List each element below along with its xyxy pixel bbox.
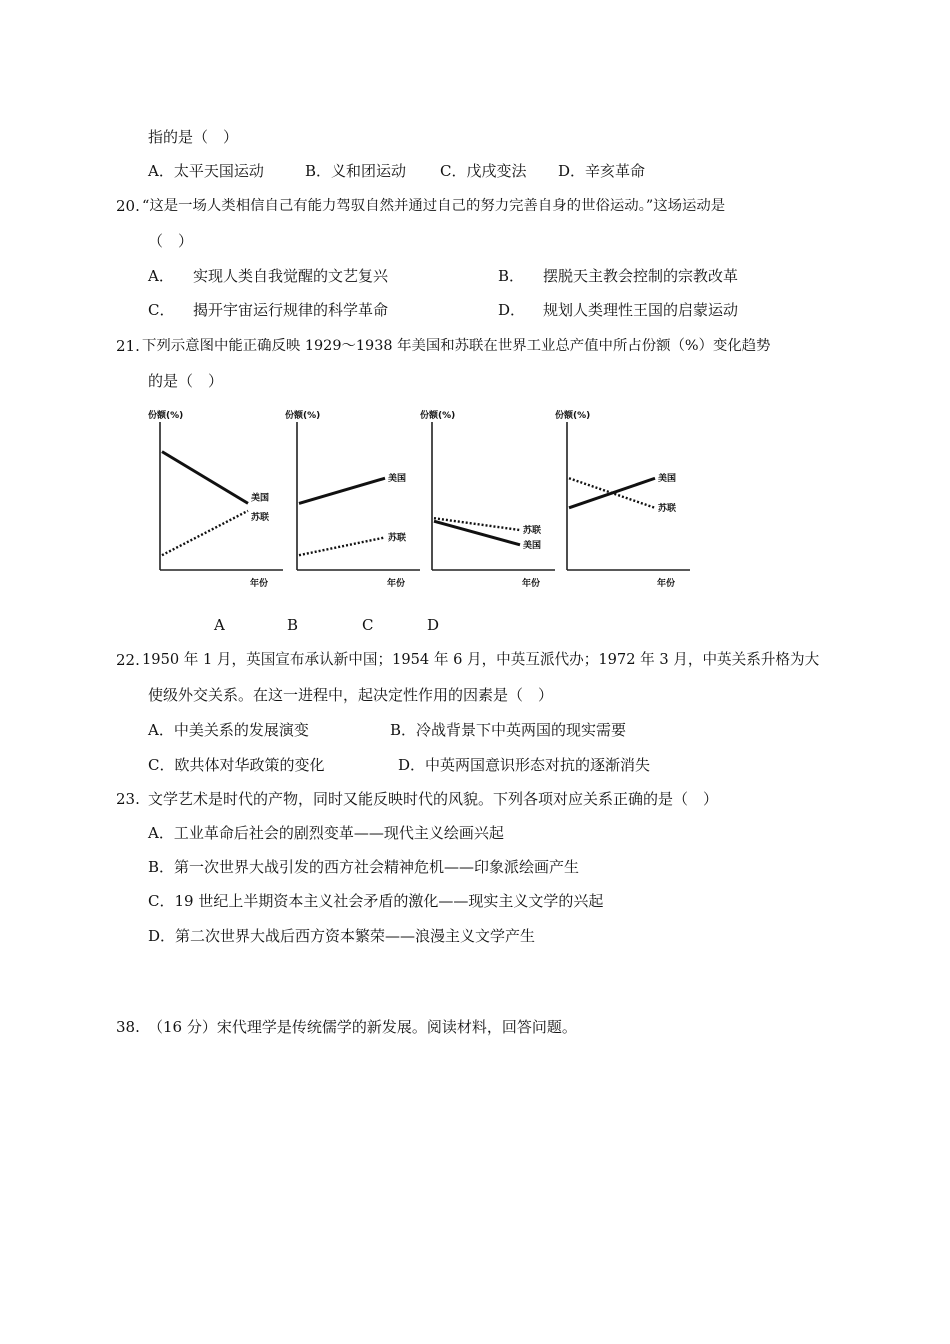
chart-c-line-usa [434, 521, 520, 545]
chart-a-svg [148, 400, 288, 590]
q38-stem: （16 分）宋代理学是传统儒学的新发展。阅读材料，回答问题。 [148, 1018, 577, 1036]
q20-number: 20. [116, 197, 140, 215]
chart-b-line-ussr [299, 537, 385, 555]
chart-a-ylabel: 份额(%) [148, 411, 184, 421]
q19-option-b: B．义和团运动 [305, 162, 407, 180]
chart-d-xlabel: 年份 [657, 579, 676, 589]
chart-d-ylabel: 份额(%) [555, 411, 591, 421]
q20-stem: “这是一场人类相信自己有能力驾驭自然并通过自己的努力完善自身的世俗运动。”这场运动是 [142, 198, 726, 214]
q19-option-a: A．太平天国运动 [148, 162, 264, 180]
q20-option-b-letter: B． [498, 267, 525, 285]
chart-b-xlabel: 年份 [387, 579, 406, 589]
chart-a-label-ussr: 苏联 [251, 512, 270, 523]
chart-a-line-usa [162, 452, 248, 504]
chart-label-d: D [427, 616, 440, 634]
chart-label-c: C [362, 616, 374, 634]
q23-option-d: D．第二次世界大战后西方资本繁荣——浪漫主义文学产生 [148, 927, 536, 945]
q20-option-c-text: 揭开宇宙运行规律的科学革命 [193, 301, 389, 319]
chart-c-label-ussr: 苏联 [523, 526, 542, 537]
chart-b-ylabel: 份额(%) [285, 411, 321, 421]
q22-number: 22. [116, 651, 140, 669]
chart-d-label-usa: 美国 [658, 474, 677, 485]
q38-number: 38. [116, 1018, 140, 1036]
q20-option-c-letter: C． [148, 301, 175, 319]
chart-a [148, 400, 288, 590]
chart-b-line-usa [299, 478, 385, 503]
chart-b-label-ussr: 苏联 [388, 533, 407, 544]
chart-c [420, 400, 560, 590]
q20-option-b-text: 摆脱天主教会控制的宗教改革 [543, 267, 739, 285]
q22-option-b: B．冷战背景下中英两国的现实需要 [390, 721, 627, 739]
chart-a-line-ussr [162, 511, 248, 555]
q21-stem-line2: 的是（ ） [148, 372, 224, 390]
chart-label-a: A [214, 616, 225, 634]
q22-stem-line2: 使级外交关系。在这一进程中，起决定性作用的因素是（ ） [148, 686, 554, 704]
chart-d-svg [555, 400, 695, 590]
q23-option-c: C．19 世纪上半期资本主义社会矛盾的激化——现实主义文学的兴起 [148, 892, 604, 910]
chart-b-svg [285, 400, 425, 590]
chart-d [555, 400, 695, 590]
q20-option-a-letter: A． [148, 267, 174, 285]
q23-option-a: A．工业革命后社会的剧烈变革——现代主义绘画兴起 [148, 824, 504, 842]
q19-option-c: C．戊戌变法 [440, 162, 527, 180]
chart-c-xlabel: 年份 [522, 579, 541, 589]
q22-option-a: A．中美关系的发展演变 [148, 721, 309, 739]
q20-option-d-text: 规划人类理性王国的启蒙运动 [543, 301, 739, 319]
chart-d-label-ussr: 苏联 [658, 503, 677, 514]
q19-stem-tail: 指的是（ ） [148, 128, 239, 146]
chart-c-label-usa: 美国 [523, 540, 542, 551]
q22-stem-line1: 1950 年 1 月，英国宣布承认新中国；1954 年 6 月，中英互派代办；1972 年 3 月，中英关系升格为大 [142, 651, 820, 668]
chart-b [285, 400, 425, 590]
chart-label-b: B [287, 616, 299, 634]
chart-a-label-usa: 美国 [251, 493, 270, 504]
q20-option-d-letter: D． [498, 301, 526, 319]
q20-option-a-text: 实现人类自我觉醒的文艺复兴 [193, 267, 389, 285]
q20-paren: （ ） [148, 232, 194, 250]
q21-stem-line1: 下列示意图中能正确反映 1929～1938 年美国和苏联在世界工业总产值中所占份额（%）变化趋势 [142, 338, 771, 354]
chart-a-xlabel: 年份 [250, 579, 269, 589]
q23-option-b: B．第一次世界大战引发的西方社会精神危机——印象派绘画产生 [148, 858, 580, 876]
chart-b-label-usa: 美国 [388, 474, 407, 485]
chart-c-svg [420, 400, 560, 590]
q23-number: 23. [116, 790, 140, 808]
q21-number: 21. [116, 337, 140, 355]
chart-c-ylabel: 份额(%) [420, 411, 456, 421]
q19-option-d: D．辛亥革命 [558, 162, 646, 180]
q23-stem: 文学艺术是时代的产物，同时又能反映时代的风貌。下列各项对应关系正确的是（ ） [148, 790, 719, 808]
q22-option-d: D．中英两国意识形态对抗的逐渐消失 [398, 756, 651, 774]
q22-option-c: C．欧共体对华政策的变化 [148, 756, 325, 774]
